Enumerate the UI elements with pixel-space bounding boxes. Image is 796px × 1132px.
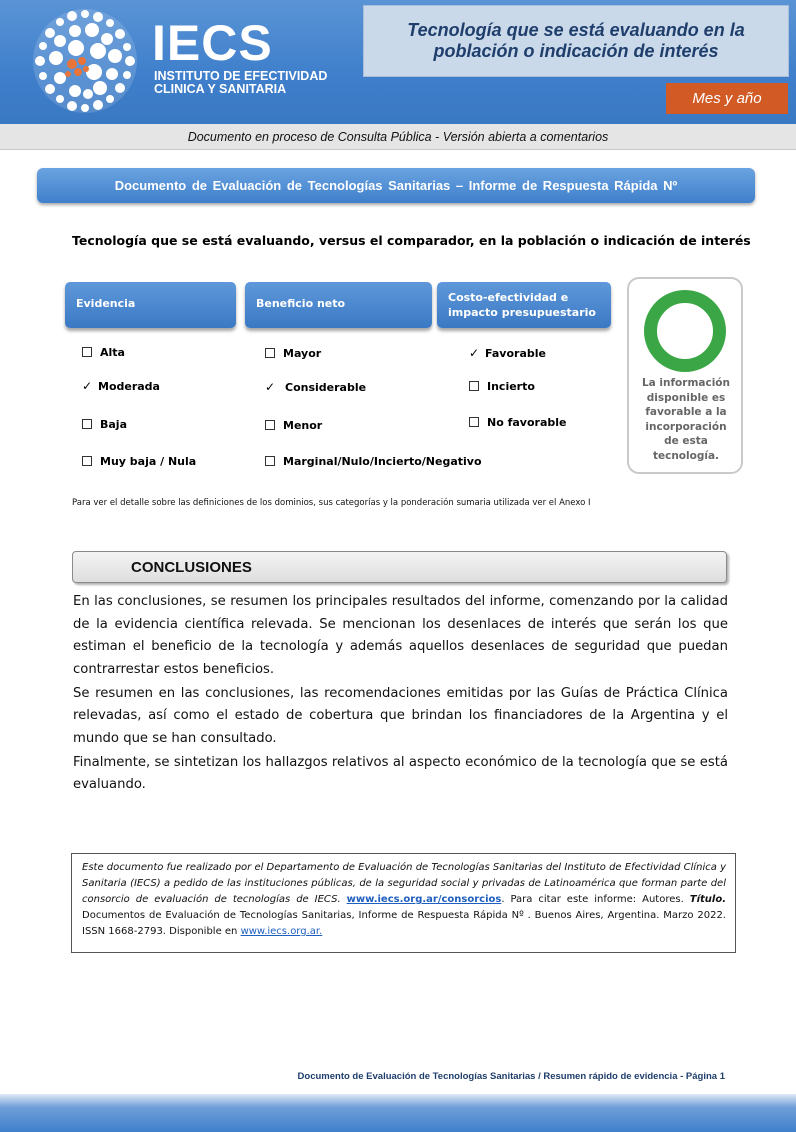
conclusions-title: CONCLUSIONES bbox=[131, 559, 252, 576]
domain-header-beneficio bbox=[245, 282, 432, 328]
summary-line-6: tecnología. bbox=[652, 449, 720, 462]
document-title-line-1: Tecnología que se está evaluando en la bbox=[407, 20, 745, 40]
checkbox-empty-icon bbox=[469, 417, 479, 427]
conclusions-paragraph: Finalmente, se sintetizan los hallazgos relativos al aspecto económico de la tecnología que se está evaluando. bbox=[73, 754, 728, 792]
checkmark-icon: ✓ bbox=[469, 346, 480, 360]
checkbox-empty-icon bbox=[265, 348, 275, 358]
citation-intro: Este documento fue realizado por el Departamento de Evaluación de Tecnologías Sanitarias del Instituto de Efectividad Clínica y Sanitaria (IECS) a pedido de las instituciones públicas, de la seguridad social y privadas de Latinoamérica que forman parte del consorcio de evaluación de tecnologías de IECS. bbox=[82, 862, 727, 905]
logo-subtitle-line-2: CLINICA Y SANITARIA bbox=[154, 82, 287, 96]
domain-header-costo bbox=[437, 282, 611, 328]
option-label: Marginal/Nulo/Incierto/Negativo bbox=[283, 455, 482, 468]
iecs-site-link[interactable]: www.iecs.org.ar. bbox=[240, 926, 323, 937]
consorcios-link[interactable]: www.iecs.org.ar/consorcios bbox=[346, 894, 502, 905]
citation-cite-intro: . Para citar este informe: Autores. bbox=[501, 894, 684, 905]
option-label: Alta bbox=[100, 346, 125, 359]
checkbox-empty-icon bbox=[469, 381, 479, 391]
option-label: No favorable bbox=[487, 416, 567, 429]
technology-heading: Tecnología que se está evaluando, versus el comparador, en la población o indicación de interés bbox=[72, 233, 751, 248]
document-title bbox=[364, 6, 788, 62]
checkbox-empty-icon bbox=[265, 420, 275, 430]
option-label: Mayor bbox=[283, 347, 322, 360]
summary-line-3: favorable a la bbox=[645, 406, 727, 418]
option-label: Menor bbox=[283, 419, 323, 432]
checkmark-icon: ✓ bbox=[265, 380, 276, 394]
domains-footnote: Para ver el detalle sobre las definiciones de los dominios, sus categorías y la ponderación sumaria utilizada ver el Anexo I bbox=[72, 498, 591, 508]
summary-card bbox=[627, 277, 743, 474]
date-label: Mes y año bbox=[692, 90, 762, 107]
option-incierto bbox=[469, 380, 535, 393]
report-banner-text: Documento de Evaluación de Tecnologías Sanitarias – Informe de Respuesta Rápida Nº bbox=[114, 178, 678, 193]
option-moderada bbox=[82, 379, 160, 393]
checkbox-empty-icon bbox=[82, 419, 92, 429]
date-box bbox=[666, 83, 788, 114]
option-label: Muy baja / Nula bbox=[100, 455, 197, 468]
domain-title-line-2: impacto presupuestario bbox=[448, 306, 596, 319]
bottom-bar bbox=[0, 1094, 796, 1132]
report-banner bbox=[37, 168, 755, 203]
summary-text bbox=[633, 376, 739, 463]
summary-line-5: de esta bbox=[664, 435, 708, 447]
option-favorable bbox=[469, 346, 546, 360]
summary-line-1: La información bbox=[641, 377, 730, 389]
option-baja bbox=[82, 418, 127, 431]
option-label: Considerable bbox=[285, 381, 367, 394]
option-no-favorable bbox=[469, 416, 566, 429]
option-label: Baja bbox=[100, 418, 128, 431]
checkbox-empty-icon bbox=[82, 347, 92, 357]
conclusions-header bbox=[72, 551, 727, 583]
option-alta bbox=[82, 346, 125, 359]
conclusions-paragraph: En las conclusiones, se resumen los principales resultados del informe, comenzando por la calidad de la evidencia científica relevada. Se mencionan los desenlaces de interés que serán los que estiman el beneficio de la tecnología y además aquellos desenlaces de seguridad que puedan contrarrestar estos beneficios. bbox=[73, 594, 728, 677]
checkmark-icon: ✓ bbox=[82, 379, 93, 393]
option-label: Favorable bbox=[485, 347, 546, 360]
conclusions-paragraph: Se resumen en las conclusiones, las recomendaciones emitidas por las Guías de Práctica Clínica relevadas, así como el estado de cobertura que brindan los financiadores de la Argentina y el mundo que se han consultado. bbox=[73, 685, 728, 746]
option-label: Incierto bbox=[487, 380, 535, 393]
option-considerable bbox=[265, 380, 366, 394]
page-footer: Documento de Evaluación de Tecnologías Sanitarias / Resumen rápido de evidencia - Página 1 bbox=[297, 1071, 725, 1082]
domain-title: Evidencia bbox=[76, 297, 136, 310]
option-marginal bbox=[265, 455, 482, 468]
citation-box bbox=[71, 853, 736, 953]
summary-line-2: disponible es bbox=[646, 391, 726, 404]
document-title-box bbox=[363, 5, 789, 77]
logo-subtitle-line-1: INSTITUTO DE EFECTIVIDAD bbox=[154, 69, 328, 83]
domain-title bbox=[448, 290, 596, 320]
logo-subtitle bbox=[154, 70, 327, 96]
document-title-line-2: población o indicación de interés bbox=[433, 41, 719, 61]
summary-line-4: incorporación bbox=[645, 420, 727, 433]
citation-rest: Documentos de Evaluación de Tecnologías Sanitarias, Informe de Respuesta Rápida Nº . Buenos Aires, Argentina. Marzo 2022. ISSN 1668-2793. Disponible en bbox=[82, 910, 726, 937]
conclusions-body bbox=[73, 591, 728, 798]
citation-title: Título. bbox=[689, 894, 727, 905]
domain-title: Beneficio neto bbox=[256, 297, 346, 310]
logo-wordmark: IECS bbox=[152, 15, 273, 71]
option-label: Moderada bbox=[98, 380, 160, 393]
consulta-text: Documento en proceso de Consulta Pública - Versión abierta a comentarios bbox=[187, 130, 609, 144]
header-banner bbox=[0, 0, 796, 124]
option-mayor bbox=[265, 347, 321, 360]
green-ring-icon bbox=[644, 290, 726, 372]
option-muy-baja bbox=[82, 455, 196, 468]
checkbox-empty-icon bbox=[265, 456, 275, 466]
option-menor bbox=[265, 419, 322, 432]
checkbox-empty-icon bbox=[82, 456, 92, 466]
domain-header-evidencia bbox=[65, 282, 236, 328]
domain-title-line-1: Costo-efectividad e bbox=[448, 291, 569, 304]
consulta-bar bbox=[0, 124, 796, 150]
iecs-logo-icon bbox=[30, 6, 140, 116]
